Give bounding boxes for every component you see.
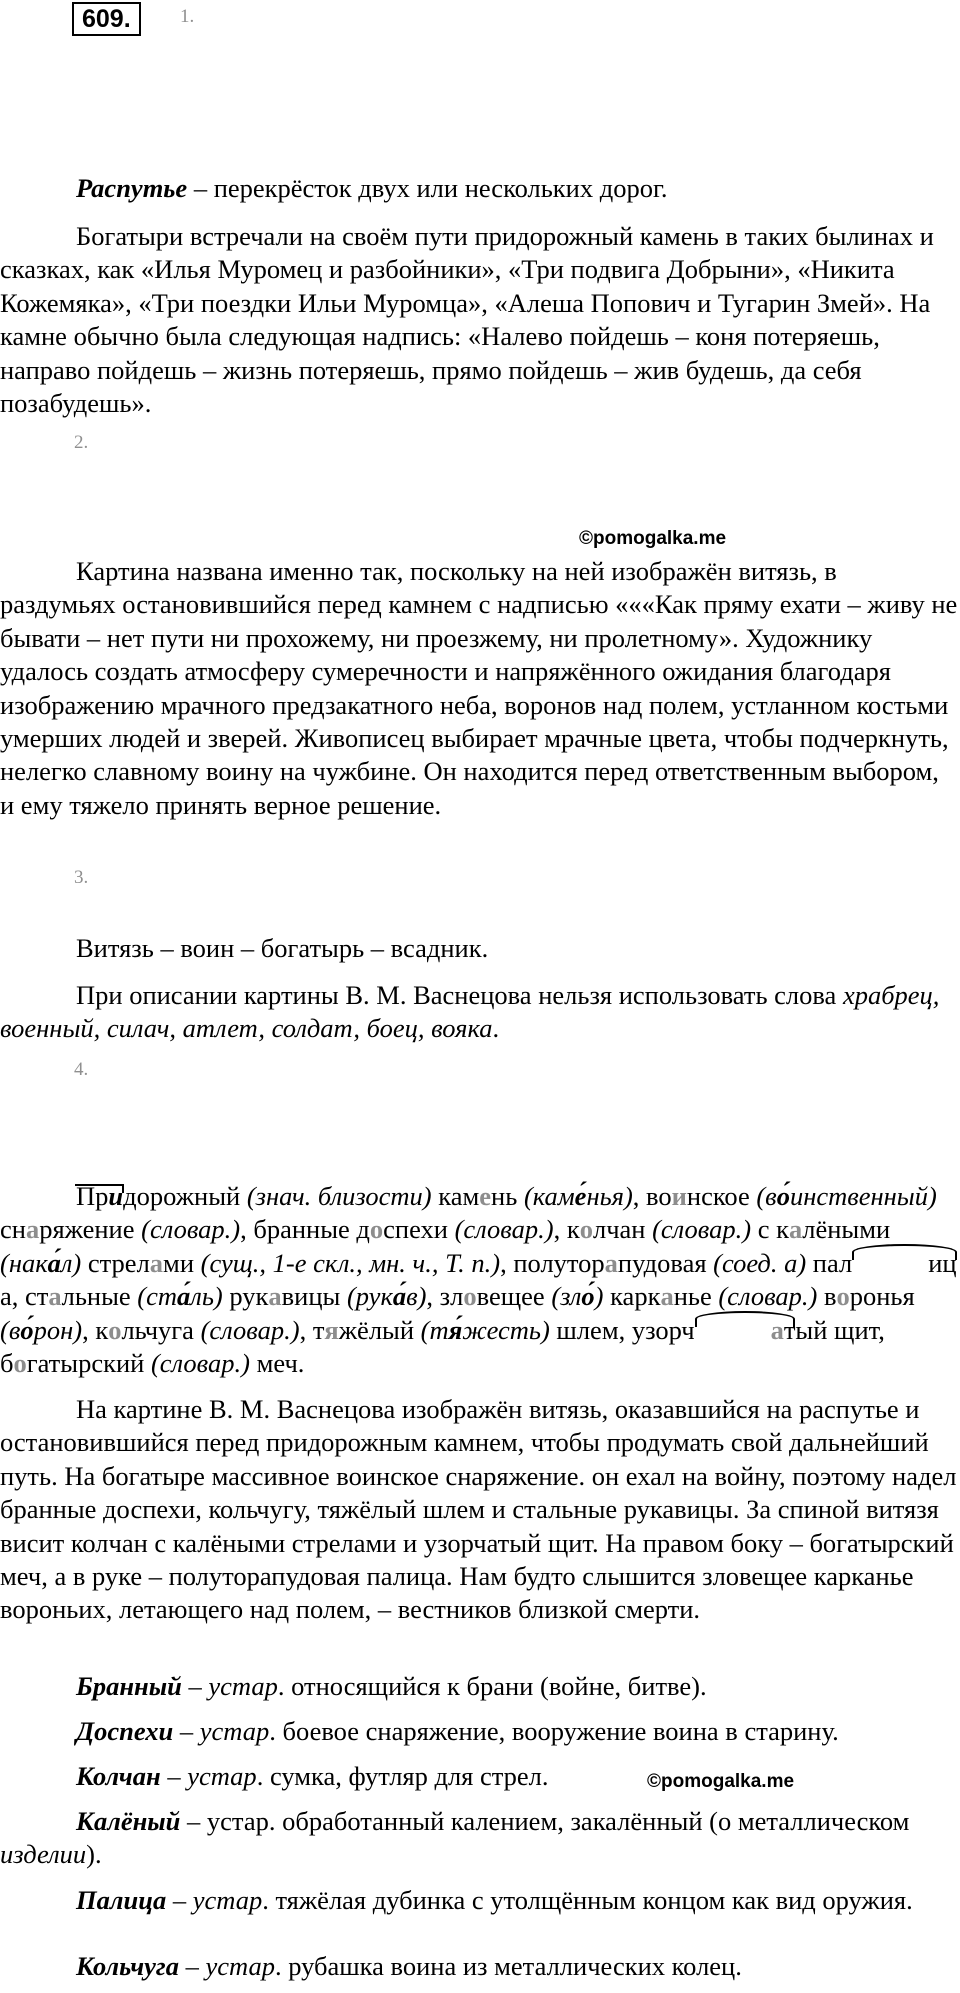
section-marker-1: 1. xyxy=(180,6,195,27)
prefix-pri: При xyxy=(76,1181,124,1211)
glossary-def: . рубашка воина из металлических колец. xyxy=(274,1951,742,1981)
paragraph-forbidden-words xyxy=(0,979,958,1046)
suffix-arc: иц xyxy=(852,1247,956,1280)
forbidden-words: храбрец, военный, силач, атлет, солдат, боец, вояка xyxy=(0,980,940,1044)
glossary-mark: устар xyxy=(205,1951,275,1981)
glossary-item xyxy=(0,1805,958,1872)
glossary-def: . сумка, футляр для стрел. xyxy=(256,1761,549,1791)
glossary-item xyxy=(0,1884,958,1917)
glossary-term: Калёный xyxy=(76,1806,181,1836)
paragraph-kartina: Картина названа именно так, поскольку на ней изображён витязь, в раздумьях остановившийся перед камнем с надписью «««Как пряму ехати – живу не бывати – нет пути ни прохожему, ни проезжему, ни пролетному». Художнику удалось создать атмосферу сумеречности и напряжённого ожидания благодаря изображению мрачного предзакатного неба, воронов над полем, устланном костьми умерших людей и зверей. Живописец выбирает мрачные цвета, чтобы подчеркнуть, нелегко славному воину на чужбине. Он находится перед ответственным выбором, и ему тяжело принять верное решение. xyxy=(0,556,958,820)
paragraph-bogatyri: Богатыри встречали на своём пути придорожный камень в таких былинах и сказках, как «Илья Муромец и разбойники», «Три подвига Добрыни», «Никита Кожемяка», «Три поездки Ильи Муромца», «Алеша Попович и Тугарин Змей». На камне обычно была следующая надпись: «Налево пойдешь – коня потеряешь, направо пойдешь – жизнь потеряешь, прямо пойдешь – жив будешь, да себя позабудешь». xyxy=(0,221,934,419)
glossary-sep: – xyxy=(180,1806,207,1836)
term-raspute: Распутье xyxy=(76,173,188,203)
glossary-mark: устар xyxy=(187,1761,257,1791)
glossary-term: Кольчуга xyxy=(76,1951,179,1981)
glossary-mark: устар xyxy=(208,1671,278,1701)
definition-raspute xyxy=(0,172,958,205)
forbidden-end: . xyxy=(492,1013,500,1044)
forbidden-lead: При описании картины В. М. Васнецова нельзя использовать слова xyxy=(76,980,843,1010)
synonym-row: Витязь – воин – богатырь – всадник. xyxy=(76,933,489,963)
glossary-def: устар. обработанный калением, закалённый (о металлическом xyxy=(206,1806,910,1836)
glossary-sep: – xyxy=(166,1885,193,1915)
glossary-term: Палица xyxy=(76,1885,167,1915)
definition-text: – перекрёсток двух или нескольких дорог. xyxy=(187,173,668,203)
glossary-def: . относящийся к брани (войне, битве). xyxy=(277,1671,707,1701)
glossary-item xyxy=(0,1670,958,1703)
task-number: 609. xyxy=(72,2,141,36)
paragraph-description: На картине В. М. Васнецова изображён витязь, оказавшийся на распутье и остановившийся перед придорожным камнем, чтобы продумать свой дальнейший путь. На богатыре массивное воинское снаряжение. он ехал на войну, поэтому надел бранные доспехи, кольчугу, тяжёлый шлем и стальные рукавицы. За спиной витязя висит колчан с калёными стрелами и узорчатый щит. На правом боку – богатырский меч, а в руке – полуторапудовая палица. Нам будто слышится зловещее карканье вороньих, летающего над полем, – вестников близкой смерти. xyxy=(0,1394,957,1625)
glossary-item xyxy=(0,1950,958,1983)
glossary-mark: устар xyxy=(199,1716,270,1746)
glossary-term: Колчан xyxy=(76,1761,161,1791)
watermark: ©pomogalka.me xyxy=(579,528,727,549)
glossary-def-tail: ). xyxy=(86,1839,102,1870)
glossary-item xyxy=(0,1715,958,1748)
orthography-analysis: Придорожный (знач. близости) камень (каме́нья), воинское (во́инственный) снаряжение (словар.), бранные доспехи (словар.), колчан (словар.) с калёными (нака́л) стрелами (сущ., 1-е скл., мн. ч., Т. п.), полуторапудовая (соед. а) пал ица, стальные (ста́ль) рукавицы (рука́в), зловещее (зло́) карканье (словар.) воронья (во́рон), кольчуга (словар.), тяжёлый (тя́жесть) шлем, узорч атый щит, богатырский (словар.) меч. xyxy=(0,1181,957,1379)
glossary-def-italic: изделии xyxy=(0,1839,87,1870)
glossary-sep: – xyxy=(181,1671,209,1701)
glossary-term: Бранный xyxy=(76,1671,182,1701)
glossary-term: Доспехи xyxy=(76,1716,174,1746)
glossary-def: . тяжёлая дубинка с утолщённым концом как вид оружия. xyxy=(262,1885,913,1915)
glossary-sep: – xyxy=(178,1951,206,1981)
suffix-arc: ат xyxy=(695,1314,796,1347)
section-marker-4: 4. xyxy=(74,1059,89,1080)
glossary-sep: – xyxy=(160,1761,188,1791)
glossary-item xyxy=(0,1760,958,1793)
glossary-def: . боевое снаряжение, вооружение воина в старину. xyxy=(269,1716,839,1746)
glossary-mark: устар xyxy=(192,1885,263,1915)
section-marker-2: 2. xyxy=(74,432,89,453)
section-marker-3: 3. xyxy=(74,867,89,888)
glossary-sep: – xyxy=(173,1716,200,1746)
watermark: ©pomogalka.me xyxy=(647,1771,795,1792)
